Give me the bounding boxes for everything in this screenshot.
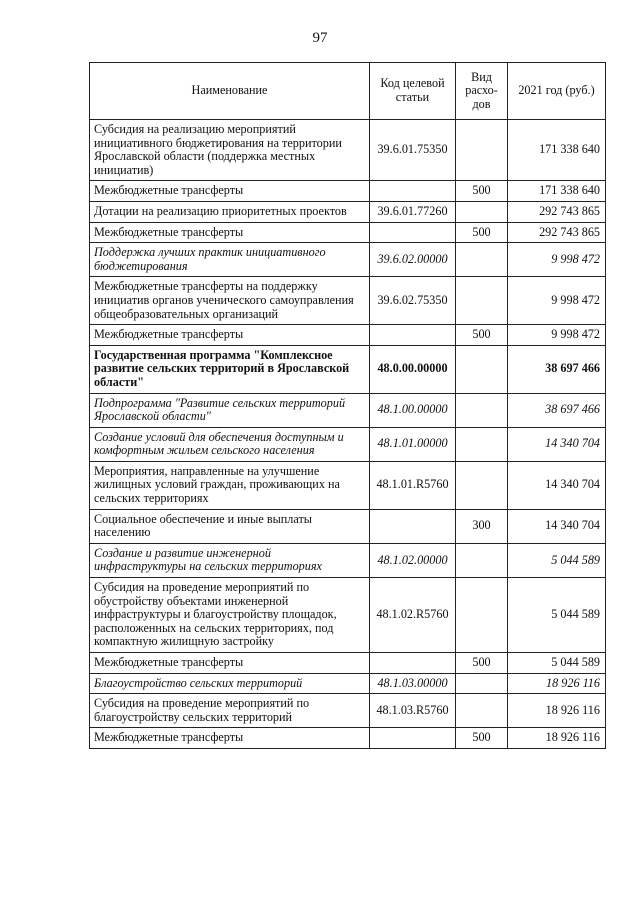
cell-name: Дотации на реализацию приоритетных проектов [90, 201, 370, 222]
cell-code: 48.0.00.00000 [370, 345, 456, 393]
cell-amount: 292 743 865 [508, 201, 606, 222]
cell-name: Межбюджетные трансферты на поддержку инициатив органов ученического самоуправления общеобразовательных организаций [90, 277, 370, 325]
table-row [90, 393, 606, 427]
cell-name: Благоустройство сельских территорий [90, 673, 370, 694]
cell-type [456, 673, 508, 694]
cell-type: 500 [456, 728, 508, 749]
cell-amount: 14 340 704 [508, 461, 606, 509]
table-row [90, 277, 606, 325]
cell-amount: 9 998 472 [508, 243, 606, 277]
table-row [90, 222, 606, 243]
cell-name: Межбюджетные трансферты [90, 222, 370, 243]
cell-name: Межбюджетные трансферты [90, 325, 370, 346]
cell-code: 48.1.02.00000 [370, 543, 456, 577]
cell-type [456, 243, 508, 277]
cell-code: 48.1.01.R5760 [370, 461, 456, 509]
cell-name: Создание условий для обеспечения доступным и комфортным жильем сельского населения [90, 427, 370, 461]
page-number: 97 [312, 30, 328, 46]
cell-type [456, 277, 508, 325]
cell-code [370, 222, 456, 243]
table-row [90, 509, 606, 543]
cell-code: 48.1.03.00000 [370, 673, 456, 694]
cell-type: 500 [456, 222, 508, 243]
cell-code [370, 181, 456, 202]
cell-code: 48.1.02.R5760 [370, 578, 456, 653]
table-row [90, 345, 606, 393]
cell-amount: 14 340 704 [508, 427, 606, 461]
cell-name: Межбюджетные трансферты [90, 728, 370, 749]
cell-name: Субсидия на проведение мероприятий по благоустройству сельских территорий [90, 694, 370, 728]
cell-type [456, 393, 508, 427]
table-row [90, 653, 606, 674]
cell-amount: 18 926 116 [508, 673, 606, 694]
cell-amount: 171 338 640 [508, 120, 606, 181]
cell-name: Социальное обеспечение и иные выплаты населению [90, 509, 370, 543]
header-name: Наименование [90, 63, 370, 120]
cell-type [456, 120, 508, 181]
cell-type [456, 461, 508, 509]
cell-amount: 38 697 466 [508, 393, 606, 427]
cell-type [456, 345, 508, 393]
cell-amount: 292 743 865 [508, 222, 606, 243]
cell-name: Государственная программа "Комплексное развитие сельских территорий в Ярославской области" [90, 345, 370, 393]
cell-amount: 18 926 116 [508, 728, 606, 749]
header-amount-2021: 2021 год (руб.) [508, 63, 606, 120]
cell-code: 48.1.01.00000 [370, 427, 456, 461]
cell-type [456, 427, 508, 461]
cell-code [370, 509, 456, 543]
table-header-row [90, 63, 606, 120]
cell-amount: 5 044 589 [508, 543, 606, 577]
budget-table [89, 62, 606, 749]
cell-amount: 5 044 589 [508, 653, 606, 674]
table-row [90, 243, 606, 277]
cell-code [370, 325, 456, 346]
cell-type: 500 [456, 325, 508, 346]
cell-type [456, 201, 508, 222]
table-row [90, 181, 606, 202]
cell-name: Субсидия на проведение мероприятий по обустройству объектами инженерной инфраструктуры и благоустройству площадок, расположенных на сельских территориях, под компактную жилищную застройку [90, 578, 370, 653]
table-row [90, 461, 606, 509]
table-row [90, 694, 606, 728]
cell-code: 48.1.03.R5760 [370, 694, 456, 728]
cell-type [456, 694, 508, 728]
cell-name: Субсидия на реализацию мероприятий инициативного бюджетирования на территории Ярославской области (поддержка местных инициатив) [90, 120, 370, 181]
cell-type [456, 578, 508, 653]
cell-name: Межбюджетные трансферты [90, 181, 370, 202]
cell-name: Мероприятия, направленные на улучшение жилищных условий граждан, проживающих на сельских территориях [90, 461, 370, 509]
header-code: Код целевой статьи [370, 63, 456, 120]
cell-code: 48.1.00.00000 [370, 393, 456, 427]
table-row [90, 427, 606, 461]
table-row [90, 120, 606, 181]
cell-name: Создание и развитие инженерной инфраструктуры на сельских территориях [90, 543, 370, 577]
header-expense-type: Вид расхо-дов [456, 63, 508, 120]
cell-amount: 38 697 466 [508, 345, 606, 393]
cell-amount: 9 998 472 [508, 277, 606, 325]
cell-name: Поддержка лучших практик инициативного бюджетирования [90, 243, 370, 277]
cell-code: 39.6.02.75350 [370, 277, 456, 325]
cell-amount: 5 044 589 [508, 578, 606, 653]
table-row [90, 325, 606, 346]
table-row [90, 201, 606, 222]
cell-code [370, 653, 456, 674]
cell-code: 39.6.01.75350 [370, 120, 456, 181]
cell-amount: 18 926 116 [508, 694, 606, 728]
cell-type: 300 [456, 509, 508, 543]
cell-name: Подпрограмма "Развитие сельских территорий Ярославской области" [90, 393, 370, 427]
cell-type: 500 [456, 181, 508, 202]
cell-type [456, 543, 508, 577]
cell-amount: 9 998 472 [508, 325, 606, 346]
table-row [90, 728, 606, 749]
cell-code: 39.6.02.00000 [370, 243, 456, 277]
table-row [90, 578, 606, 653]
cell-name: Межбюджетные трансферты [90, 653, 370, 674]
cell-amount: 171 338 640 [508, 181, 606, 202]
cell-code: 39.6.01.77260 [370, 201, 456, 222]
cell-type: 500 [456, 653, 508, 674]
cell-code [370, 728, 456, 749]
table-row [90, 673, 606, 694]
table-row [90, 543, 606, 577]
cell-amount: 14 340 704 [508, 509, 606, 543]
